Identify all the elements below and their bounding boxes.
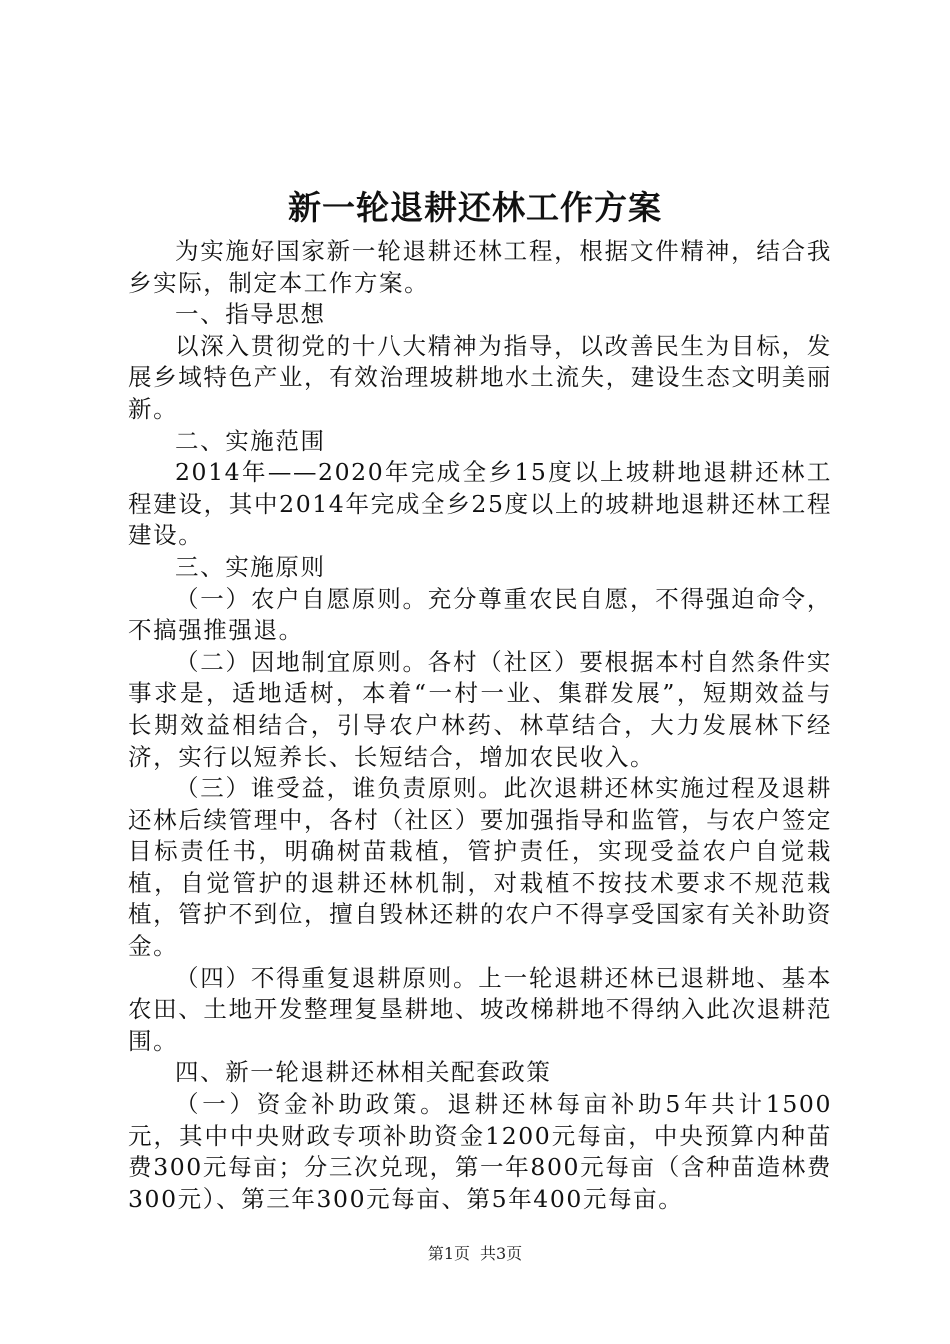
section-heading-principles: 三、实施原则	[175, 552, 326, 581]
paragraph-principle-1: （一）农户自愿原则。充分尊重农民自愿，不得强迫命令，不搞强推强退。	[128, 584, 832, 645]
paragraph-scope: 2014年——2020年完成全乡15度以上坡耕地退耕还林工程建设，其中2014年完成全乡25度以上的坡耕地退耕还林工程建设。	[128, 458, 832, 550]
page-total: 共3页	[480, 1244, 523, 1263]
page-number: 第1页	[427, 1244, 470, 1263]
paragraph-principle-2: （二）因地制宜原则。各村（社区）要根据本村自然条件实事求是，适地适树，本着“一村一业、集群发展”，短期效益与长期效益相结合，引导农户林药、林草结合，大力发展林下经济，实行以短养长、长短结合，增加农民收入。	[128, 647, 832, 771]
document-title: 新一轮退耕还林工作方案	[288, 188, 662, 227]
section-heading-guiding-ideology: 一、指导思想	[175, 300, 326, 329]
paragraph-principle-3: （三）谁受益，谁负责原则。此次退耕还林实施过程及退耕还林后续管理中，各村（社区）要加强指导和监管，与农户签定目标责任书，明确树苗栽植，管护责任，实现受益农户自觉栽植，自觉管护的退耕还林机制，对栽植不按技术要求不规范栽植，管护不到位，擅自毁林还耕的农户不得享受国家有关补助资金。	[128, 774, 832, 961]
intro-paragraph: 为实施好国家新一轮退耕还林工程，根据文件精神，结合我乡实际，制定本工作方案。	[128, 237, 832, 297]
document-body	[128, 236, 832, 1215]
section-heading-scope: 二、实施范围	[175, 426, 326, 455]
section-heading-policies: 四、新一轮退耕还林相关配套政策	[175, 1058, 552, 1087]
page-footer	[0, 1242, 950, 1266]
paragraph-guiding-ideology: 以深入贯彻党的十八大精神为指导，以改善民生为目标，发展乡域特色产业，有效治理坡耕地水土流失，建设生态文明美丽新。	[128, 331, 832, 423]
paragraph-funding-policy: （一）资金补助政策。退耕还林每亩补助5年共计1500元，其中中央财政专项补助资金1200元每亩，中央预算内种苗费300元每亩；分三次兑现，第一年800元每亩（含种苗造林费300元）、第三年300元每亩、第5年400元每亩。	[128, 1090, 832, 1213]
paragraph-principle-4: （四）不得重复退耕原则。上一轮退耕还林已退耕地、基本农田、土地开发整理复垦耕地、坡改梯耕地不得纳入此次退耕范围。	[128, 963, 832, 1055]
